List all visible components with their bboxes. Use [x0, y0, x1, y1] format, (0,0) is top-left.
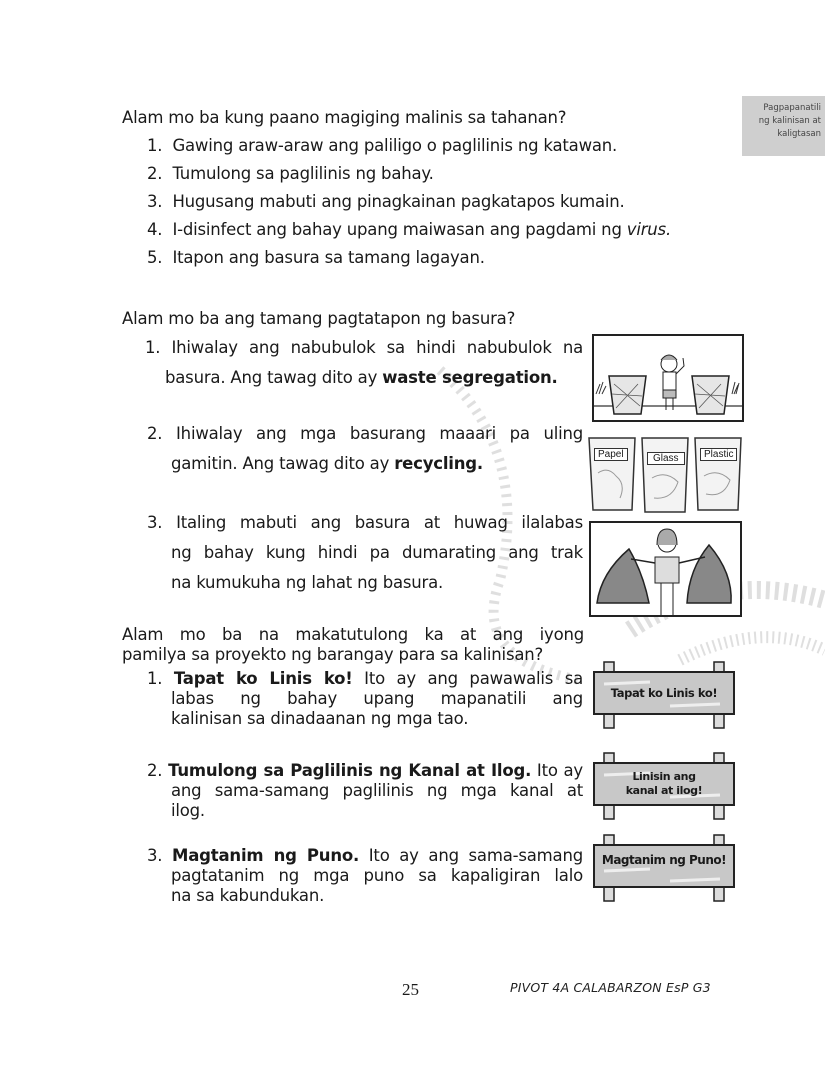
- item-text: pagtatanim ng mga puno sa kapaligiran lalo: [171, 866, 583, 885]
- list-item: [147, 845, 583, 907]
- side-tab-line: ng kalinisan at: [758, 116, 821, 126]
- item-text: Ito ay ang sama-samang: [359, 846, 583, 865]
- item-text: ilog.: [171, 801, 205, 820]
- item-text: Gawing araw-araw ang paliligo o paglilinis ng katawan.: [172, 136, 618, 155]
- recycling-bins-illustration: [586, 428, 748, 514]
- item-term: waste segregation.: [382, 368, 558, 387]
- list-item: [147, 135, 617, 157]
- side-tab-line: Pagpapanatili: [763, 103, 821, 113]
- item-text: Ihiwalay ang mga basurang maaari pa uling: [176, 424, 584, 443]
- list-item: [147, 423, 583, 475]
- item-text: Ihiwalay ang nabubulok sa hindi nabubulok na: [171, 338, 583, 357]
- item-number: 1.: [147, 136, 163, 155]
- footer-reference: PIVOT 4A CALABARZON EsP G3: [510, 980, 711, 995]
- sign-tapat-ko-linis-ko: [590, 660, 738, 730]
- item-text: ng bahay kung hindi pa dumarating ang trak: [171, 543, 583, 562]
- bin-label-glass: Glass: [647, 452, 685, 465]
- sign-text: Tapat ko Linis ko!: [610, 686, 718, 700]
- section1-question: Alam mo ba kung paano magiging malinis sa tahanan?: [122, 108, 567, 127]
- item-text: I-disinfect ang bahay upang maiwasan ang pagdami ng: [172, 220, 627, 239]
- item-number: 3.: [147, 846, 163, 865]
- sign-text: Magtanim ng Puno!: [601, 853, 727, 867]
- list-item: [147, 247, 485, 269]
- item-number: 5.: [147, 248, 163, 267]
- item-number: 3.: [147, 513, 163, 532]
- section2-question: Alam mo ba ang tamang pagtatapon ng basura?: [122, 309, 516, 328]
- list-item: [147, 191, 625, 213]
- item-text: kalinisan sa dinadaanan ng mga tao.: [171, 709, 469, 728]
- question-line: Alam mo ba na makatutulong ka at ang iyong: [122, 625, 584, 644]
- item-text: ang sama-samang paglilinis ng mga kanal at: [171, 781, 583, 800]
- list-item: [145, 337, 583, 389]
- item-number: 2.: [147, 164, 163, 183]
- item-number: 2.: [147, 424, 163, 443]
- sign-text: [594, 763, 734, 805]
- item-text: basura. Ang tawag dito ay: [165, 368, 383, 387]
- sign-text-line: kanal at ilog!: [625, 784, 703, 797]
- item-text: Hugusang mabuti ang pinagkainan pagkatapos kumain.: [172, 192, 625, 211]
- item-number: 3.: [147, 192, 163, 211]
- item-number: 2.: [147, 761, 163, 780]
- item-number: 1.: [145, 338, 161, 357]
- page-number: 25: [402, 980, 419, 999]
- side-tab-line: kaligtasan: [777, 129, 821, 139]
- item-number: 4.: [147, 220, 163, 239]
- bin-label-plastic: Plastic: [700, 448, 737, 461]
- item-text: Ito ay: [531, 761, 583, 780]
- list-item: [147, 512, 583, 594]
- garbage-bags-illustration: [589, 521, 742, 617]
- item-term: recycling.: [394, 454, 483, 473]
- item-text: Itapon ang basura sa tamang lagayan.: [172, 248, 485, 267]
- question-line: pamilya sa proyekto ng barangay para sa kalinisan?: [122, 645, 544, 664]
- item-text: gamitin. Ang tawag dito ay: [171, 454, 395, 473]
- list-item: [147, 668, 583, 730]
- bin-label-papel: Papel: [594, 448, 628, 461]
- item-text: na sa kabundukan.: [171, 886, 325, 905]
- item-text: Tumulong sa paglilinis ng bahay.: [172, 164, 434, 183]
- item-term: Tumulong sa Paglilinis ng Kanal at Ilog.: [168, 761, 532, 780]
- item-text: Ito ay ang pawawalis sa: [352, 669, 584, 688]
- item-italic-word: virus.: [626, 220, 671, 239]
- list-item: [147, 163, 434, 185]
- section3-question: [122, 624, 584, 666]
- list-item: [147, 760, 583, 822]
- item-text: Italing mabuti ang basura at huwag ilalabas: [176, 513, 583, 532]
- sign-linisin-ang-kanal: [590, 751, 738, 821]
- sign-magtanim-ng-puno: [590, 833, 738, 903]
- item-text: labas ng bahay upang mapanatili ang: [171, 689, 583, 708]
- girl-with-garbage-bags-icon: [591, 523, 740, 615]
- item-term: Tapat ko Linis ko!: [173, 669, 353, 688]
- item-term: Magtanim ng Puno.: [172, 846, 360, 865]
- item-text: na kumukuha ng lahat ng basura.: [171, 573, 444, 592]
- waste-segregation-illustration: [592, 334, 744, 422]
- item-number: 1.: [147, 669, 163, 688]
- recycling-bins-icon: [586, 428, 748, 514]
- list-item: [147, 219, 671, 241]
- section-side-tab: [742, 96, 825, 156]
- boy-with-baskets-icon: [594, 336, 742, 420]
- sign-text-line: Linisin ang: [632, 770, 696, 783]
